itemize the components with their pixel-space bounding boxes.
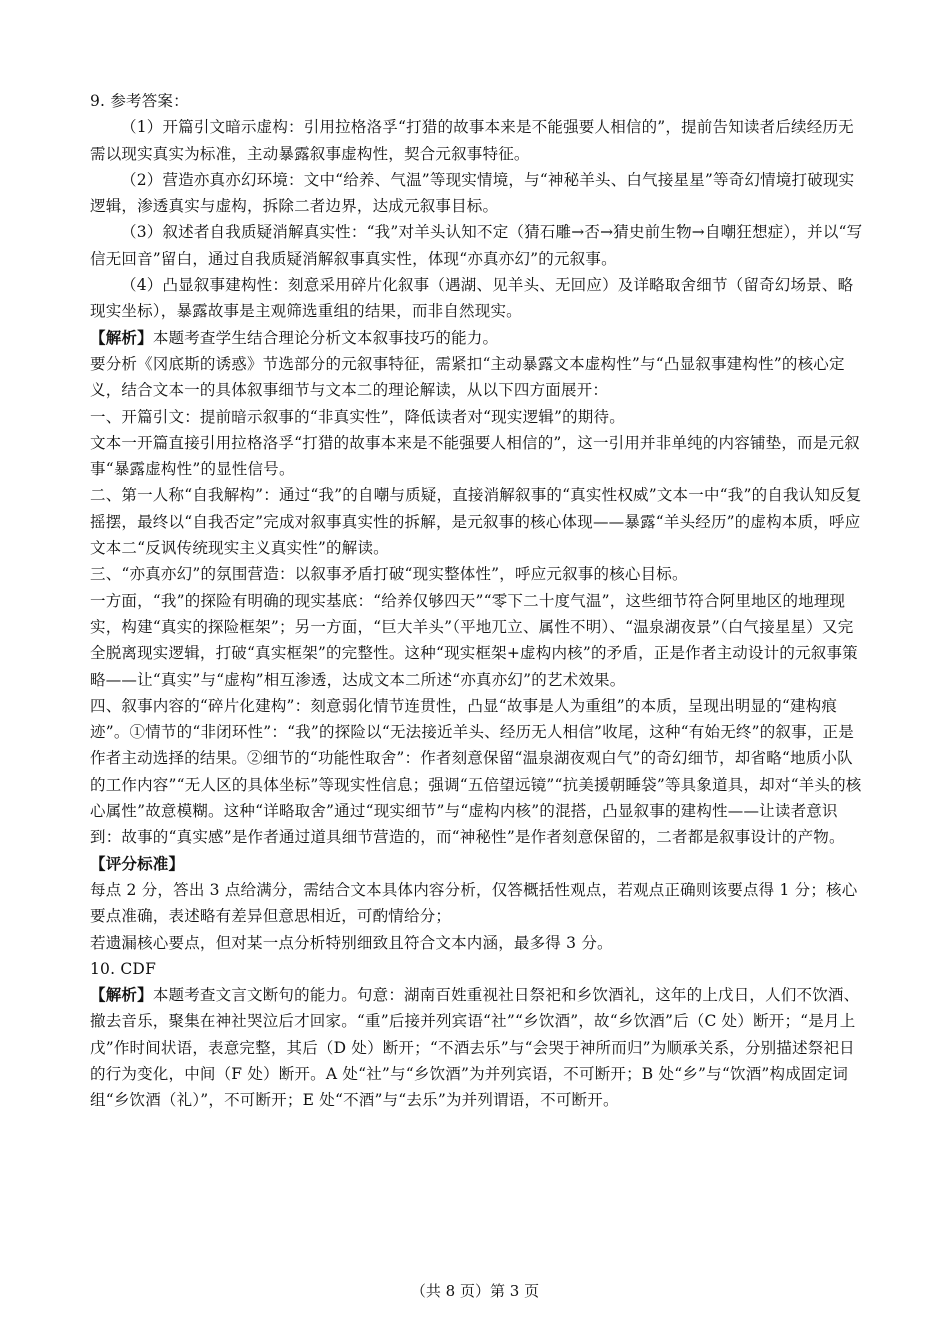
- q9-point-4: （4）凸显叙事建构性：刻意采用碎片化叙事（遇湖、见羊头、无回应）及详略取舍细节（留奇幻场景、略现实坐标），暴露故事是主观筛选重组的结果，而非自然现实。: [90, 276, 854, 321]
- page-footer: （共 8 页）第 3 页: [410, 1282, 540, 1300]
- q9-heading: 9. 参考答案：: [90, 92, 189, 110]
- q9-analysis-paragraph: 文本一开篇直接引用拉格洛孚“打猎的故事本来是不能强要人相信的”，这一引用并非单纯的内容铺垫，而是元叙事“暴露虚构性”的显性信号。: [90, 433, 860, 479]
- q10-analysis: [90, 982, 865, 1113]
- q10-analysis-text: 本题考查文言文断句的能力。句意：湖南百姓重视社日祭祀和乡饮酒礼，这年的上戊日，人们不饮酒、撤去音乐，聚集在神社哭泣后才回家。“重”后接并列宾语“社”“乡饮酒”，故“乡饮酒”后（C 处）断开；“是月上戊”作时间状语，表意完整，其后（D 处）断开；“不酒去乐”与“会哭于神所而归”为顺承关系，分别描述祭祀日的行为变化，中间（F 处）断开。A 处“社”与“乡饮酒”为并列宾语，不可断开；B 处“乡”与“饮酒”构成固定词组“乡饮酒（礼）”，不可断开；E 处“不酒”与“去乐”为并列谓语，不可断开。: [90, 986, 860, 1110]
- q9-analysis-tag: 【解析】: [90, 327, 153, 347]
- q9-analysis-paragraph: 二、第一人称“自我解构”：通过“我”的自嘲与质疑，直接消解叙事的“真实性权威”文本一中“我”的自我认知反复摇摆，最终以“自我否定”完成对叙事真实性的拆解，是元叙事的核心体现——暴露“羊头经历”的虚构本质，呼应文本二“反讽传统现实主义真实性”的解读。: [90, 486, 862, 558]
- q9-point-1: （1）开篇引文暗示虚构：引用拉格洛孚“打猎的故事本来是不能强要人相信的”，提前告知读者后续经历无需以现实真实为标准，主动暴露叙事虚构性，契合元叙事特征。: [90, 118, 854, 163]
- q9-grading-line: 若遗漏核心要点，但对某一点分析特别细致且符合文本内涵，最多得 3 分。: [90, 933, 613, 952]
- answer-document: [90, 88, 865, 1114]
- q9-grading-line: 每点 2 分，答出 3 点给满分，需结合文本具体内容分析，仅答概括性观点，若观点正确则该要点得 1 分；核心要点准确，表述略有差异但意思相近，可酌情给分；: [90, 880, 858, 926]
- q10-analysis-tag: 【解析】: [90, 985, 153, 1005]
- q9-analysis-lead-line: [90, 325, 865, 351]
- q9-grading-tag: 【评分标准】: [90, 853, 185, 873]
- q10-heading: 10. CDF: [90, 959, 157, 978]
- q9-point-2: （2）营造亦真亦幻环境：文中“给养、气温”等现实情境，与“神秘羊头、白气接星星”等奇幻情境打破现实逻辑，渗透真实与虚构，拆除二者边界，达成元叙事目标。: [90, 170, 855, 216]
- q9-analysis-paragraph: 要分析《冈底斯的诱惑》节选部分的元叙事特征，需紧扣“主动暴露文本虚构性”与“凸显叙事建构性”的核心定义，结合文本一的具体叙事细节与文本二的理论解读，从以下四方面展开：: [90, 354, 845, 400]
- q9-analysis-paragraph: 一、开篇引文：提前暗示叙事的“非真实性”，降低读者对“现实逻辑”的期待。: [90, 407, 625, 426]
- q9-point-3: （3）叙述者自我质疑消解真实性：“我”对羊头认知不定（猜石雕→否→猜史前生物→自嘲狂想症），并以“写信无回音”留白，通过自我质疑消解叙事真实性，体现“亦真亦幻”的元叙事。: [90, 223, 863, 268]
- q9-analysis-lead: 本题考查学生结合理论分析文本叙事技巧的能力。: [152, 328, 499, 347]
- q9-analysis-paragraph: 四、叙事内容的“碎片化建构”：刻意弱化情节连贯性，凸显“故事是人为重组”的本质，呈现出明显的“建构痕迹”。①情节的“非闭环性”：“我”的探险以“无法接近羊头、经历无人相信”收尾，这种“有始无终”的叙事，正是作者主动选择的结果。②细节的“功能性取舍”：作者刻意保留“温泉湖夜观白气”的奇幻细节，却省略“地质小队的工作内容”“无人区的具体坐标”等现实性信息；强调“五倍望远镜”“抗美援朝睡袋”等具象道具，却对“羊头的核心属性”故意模糊。这种“详略取舍”通过“现实细节”与“虚构内核”的混搭，凸显叙事的建构性——让读者意识到：故事的“真实感”是作者通过道具细节营造的，而“神秘性”是作者刻意保留的，二者都是叙事设计的产物。: [90, 696, 862, 847]
- q9-analysis-paragraph: 三、“亦真亦幻”的氛围营造：以叙事矛盾打破“现实整体性”，呼应元叙事的核心目标。: [90, 565, 688, 584]
- q9-analysis-paragraph: 一方面，“我”的探险有明确的现实基底：“给养仅够四天”“零下二十度气温”，这些细节符合阿里地区的地理现实，构建“真实的探险框架”；另一方面，“巨大羊头”（平地兀立、属性不明）、“温泉湖夜景”（白气接星星）又完全脱离现实逻辑，打破“真实框架”的完整性。这种“现实框架+虚构内核”的矛盾，正是作者主动设计的元叙事策略——让“真实”与“虚构”相互渗透，达成文本二所述“亦真亦幻”的艺术效果。: [90, 591, 858, 689]
